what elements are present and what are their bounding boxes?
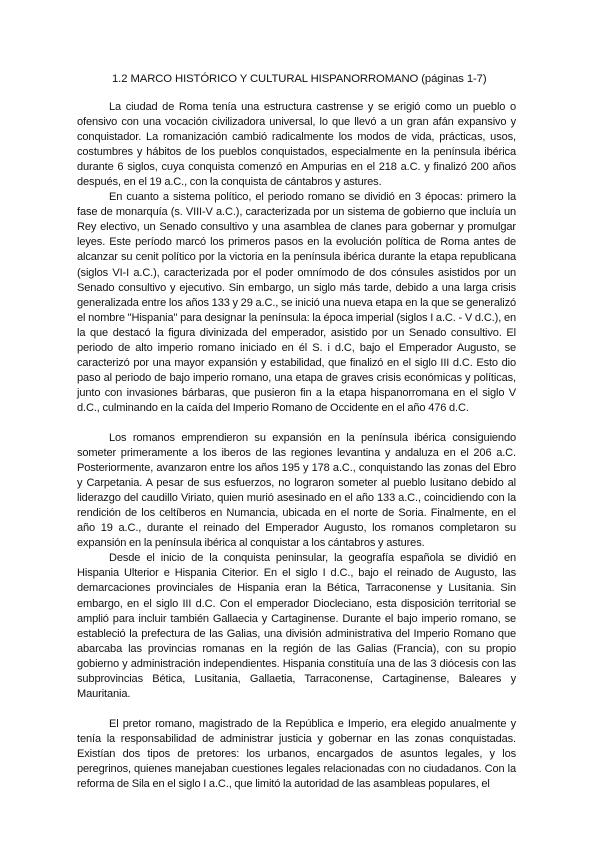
paragraph-pretor: El pretor romano, magistrado de la República e Imperio, era elegido anualmente y tenía la responsabilidad de administrar justicia y gobernar en las zonas conquistadas. Existían dos tipos de pretores: los urbanos, encargados de asuntos legales, y los peregrinos, quienes manejaban cuestiones legales relacionadas con no ciudadanos. Con la reforma de Sila en el siglo I a.C., que limitó la autoridad de las asambleas populares, el	[77, 717, 516, 791]
section-title: 1.2 MARCO HISTÓRICO Y CULTURAL HISPANORROMANO (páginas 1-7)	[112, 73, 487, 85]
paragraph-provinces: Desde el inicio de la conquista peninsular, la geografía española se dividió en Hispania Ulterior e Hispania Citerior. En el siglo I d.C., bajo el reinado de Augusto, las demarcaciones provinciales de Hispania eran la Bética, Tarraconense y Lusitania. Sin embargo, en el siglo III d.C. Con el emperador Diocleciano, esta disposición territorial se amplió para incluir también Gallaecia y Cartaginense. Durante el bajo imperio romano, se estableció la prefectura de las Galias, una división administrativa del Imperio Romano que abarcaba las provincias romanas en la región de las Galias (Francia), con su propio gobierno y administración independientes. Hispania constituía una de las 3 diócesis con las subprovincias Bética, Lusitania, Gallaetia, Tarraconense, Cartaginense, Baleares y Mauritania.	[77, 552, 516, 700]
document-body	[77, 100, 516, 792]
paragraph-political-system: En cuanto a sistema político, el periodo romano se dividió en 3 épocas: primero la fase de monarquía (s. VIII-V a.C.), caracterizada por un sistema de gobierno que incluía un Rey electivo, un Senado consultivo y una asamblea de clanes para gobernar y promulgar leyes. Este período marcó los primeros pasos en la evolución política de Roma antes de alcanzar su cenit político por la victoria en la península ibérica durante la etapa republicana (siglos VI-I a.C.), caracterizada por el poder omnímodo de dos cónsules asistidos por un Senado consultivo y ejecutivo. Sin embargo, un siglo más tarde, debido a una larga crisis generalizada entre los años 133 y 29 a.C., se inició una nueva etapa en la que se generalizó el nombre "Hispania" para designar la península: la época imperial (siglos I a.C. - V d.C.), en la que destacó la figura divinizada del emperador, asistido por un Senado consultivo. El periodo de alto imperio romano iniciado en él S. i d.C, bajo el Emperador Augusto, se caracterizó por una mayor expansión y estabilidad, que finalizó en el siglo III d.C. Esto dio paso al periodo de bajo imperio romano, una etapa de graves crisis económicas y políticas, junto con invasiones bárbaras, que pusieron fin a la etapa hispanorromana en el siglo V d.C., culminando en la caída del Imperio Romano de Occidente en el año 476 d.C.	[77, 191, 516, 414]
paragraph-expansion: Los romanos emprendieron su expansión en la península ibérica consiguiendo someter primeramente a los iberos de las regiones levantina y andaluza en el 206 a.C. Posteriormente, avanzaron entre los años 195 y 178 a.C., conquistando las zonas del Ebro y Carpetania. A pesar de sus esfuerzos, no lograron someter al pueblo lusitano debido al liderazgo del caudillo Viriato, quien murió asesinado en el año 133 a.C., coincidiendo con la rendición de los celtíberos en Numancia, ubicada en el norte de Soria. Finalmente, en el año 19 a.C., durante el reinado del Emperador Augusto, los romanos completaron su expansión en la península ibérica al conquistar a los cántabros y astures.	[77, 431, 516, 550]
paragraph-romanization: La ciudad de Roma tenía una estructura castrense y se erigió como un pueblo o ofensivo con una vocación civilizadora universal, lo que llevó a un gran afán expansivo y conquistador. La romanización cambió radicalmente los modos de vida, prácticas, usos, costumbres y hábitos de los pueblos conquistados, especialmente en la península ibérica durante 6 siglos, cuya conquista comenzó en Ampurias en el 218 a.C. y finalizó 200 años después, en el 19 a.C., con la conquista de cántabros y astures.	[77, 101, 516, 189]
